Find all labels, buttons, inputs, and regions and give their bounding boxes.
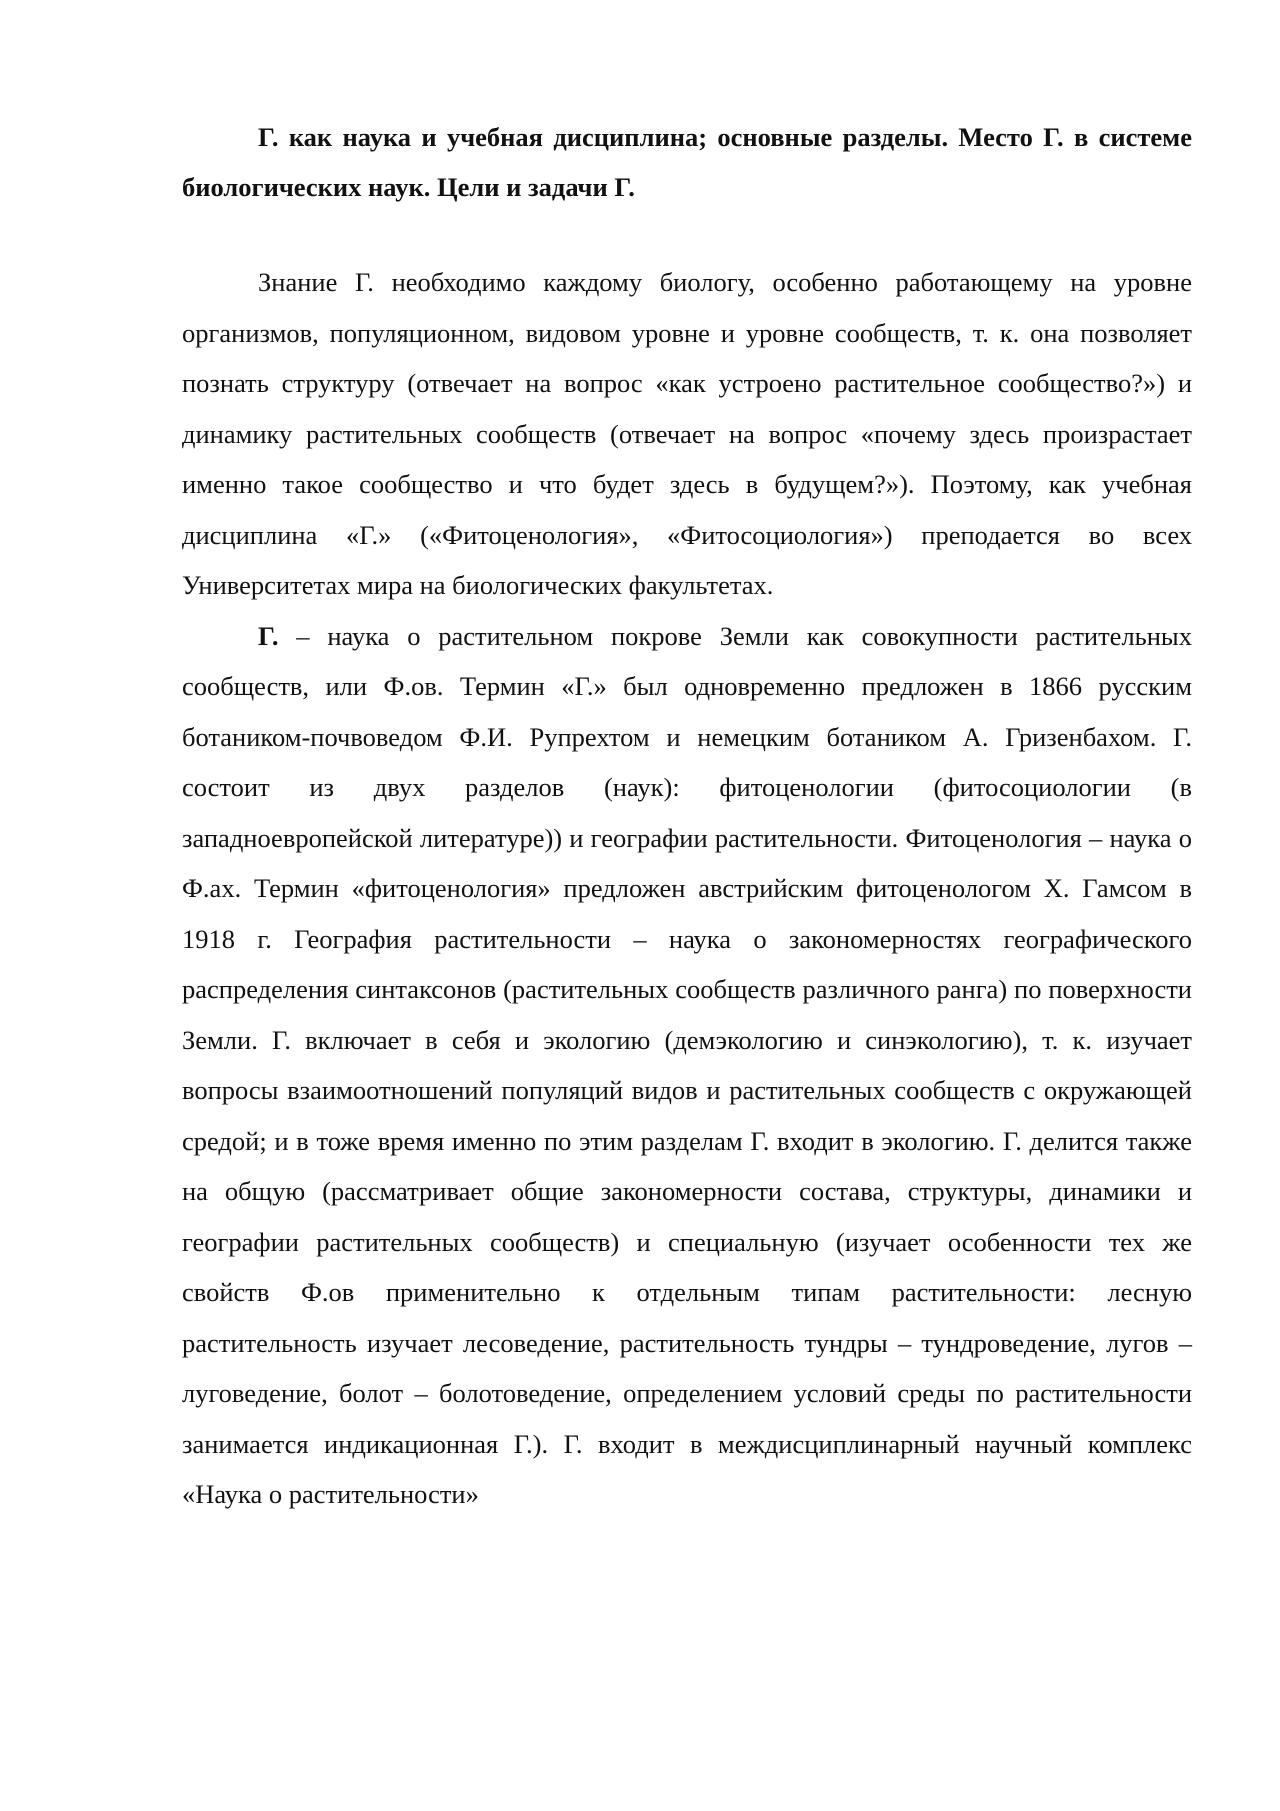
paragraph-text: – наука о растительном покрове Земли как совокупности растительных сообществ, или Ф.ов. Термин «Г.» был одновременно предложен в 1866 русским ботаником-почвоведом Ф.И. Рупрехтом и немецким ботаником А. Гризенбахом. Г. состоит из двух разделов (наук): фитоценологии (фитосоциологии (в западноевропейской литературе)) и географии растительности. Фитоценология – наука о Ф.ах. Термин «фитоценология» предложен австрийским фитоценологом Х. Гамсом в 1918 г. География растительности – наука о закономерностях географического распределения синтаксонов (растительных сообществ различного ранга) по поверхности Земли. Г. включает в себя и экологию (демэкологию и синэкологию), т. к. изучает вопросы взаимоотношений популяций видов и растительных сообществ с окружающей средой; и в тоже время именно по этим разделам Г. входит в экологию. Г. делится также на общую (рассматривает общие закономерности состава, структуры, динамики и географии растительных сообществ) и специальную (изучает особенности тех же свойств Ф.ов применительно к отдельным типам растительности: лесную растительность изучает лесоведение, растительность тундры – тундроведение, лугов – луговедение, болот – болотоведение, определением условий среды по растительности занимается индикационная Г.). Г. входит в междисциплинарный научный комплекс «Наука о растительности» [182,620,1192,1509]
document-page [182,112,1192,1520]
term-lead: Г. [258,620,279,651]
paragraph: Знание Г. необходимо каждому биологу, особенно работающему на уровне организмов, популяционном, видовом уровне и уровне сообществ, т. к. она позволяет познать структуру (отвечает на вопрос «как устроено растительное сообщество?») и динамику растительных сообществ (отвечает на вопрос «почему здесь произрастает именно такое сообщество и что будет здесь в будущем?»). Поэтому, как учебная дисциплина «Г.» («Фитоценология», «Фитосоциология») преподается во всех Университетах мира на биологических факультетах. [182,267,1192,600]
paragraph [182,611,1192,1520]
document-body [182,257,1192,1520]
section-heading: Г. как наука и учебная дисциплина; основные разделы. Место Г. в системе биологических наук. Цели и задачи Г. [182,122,1192,202]
